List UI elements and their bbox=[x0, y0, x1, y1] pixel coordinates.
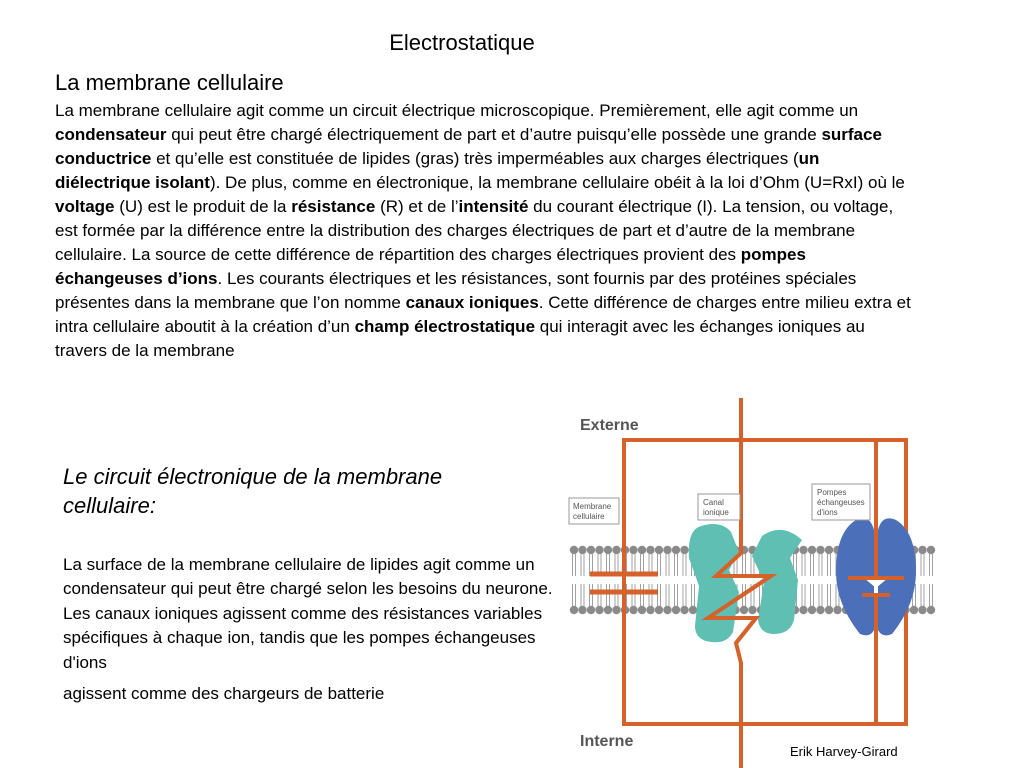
lipid-head bbox=[672, 606, 680, 614]
body-term: un diélectrique isolant bbox=[55, 149, 820, 192]
lipid-head bbox=[629, 546, 637, 554]
body-text: ). De plus, comme en électronique, la membrane cellulaire obéit à la loi d’Ohm (U=RxI) où le bbox=[209, 173, 905, 192]
body-text: (U) est le produit de la bbox=[114, 197, 292, 216]
lipid-head bbox=[655, 546, 663, 554]
section-heading: La membrane cellulaire bbox=[55, 70, 284, 95]
lipid-head bbox=[646, 546, 654, 554]
lipid-head bbox=[587, 606, 595, 614]
callout-canal-line1: Canal bbox=[703, 498, 724, 507]
body-text: qui interagit avec les échanges ioniques au travers de la membrane bbox=[55, 317, 865, 360]
lipid-head bbox=[927, 606, 935, 614]
lipid-head bbox=[578, 546, 586, 554]
body-text: qui peut être chargé électriquement de part et d’autre puisqu’elle possède une grande bbox=[166, 125, 822, 144]
lipid-head bbox=[808, 606, 816, 614]
callout-membrane bbox=[569, 498, 619, 524]
lipid-head bbox=[604, 546, 612, 554]
lipid-head bbox=[808, 546, 816, 554]
subsection-heading: Le circuit électronique de la membrane cellulaire: bbox=[63, 464, 443, 518]
lipid-head bbox=[646, 606, 654, 614]
lipid-head bbox=[570, 546, 578, 554]
subsection-text: La surface de la membrane cellulaire de lipides agit comme un condensateur qui peut être chargé selon les besoins du neurone. Les canaux ioniques agissent comme des résistances variables spécifiques à chaque ion, tandis que les pompes échangeuses d'ions bbox=[63, 555, 553, 672]
lipid-head bbox=[680, 546, 688, 554]
callout-pompes-line1: Pompes bbox=[817, 488, 847, 497]
label-interne: Interne bbox=[580, 733, 634, 750]
body-text: La membrane cellulaire agit comme un circuit électrique microscopique. Premièrement, elle agit comme un bbox=[55, 101, 859, 120]
callout-pompes-line2: échangeuses bbox=[817, 498, 865, 507]
lipid-head bbox=[638, 546, 646, 554]
lipid-head bbox=[918, 546, 926, 554]
callout-membrane-line1: Membrane bbox=[573, 502, 612, 511]
subsection-text-last: agissent comme des chargeurs de batterie bbox=[63, 684, 385, 704]
lipid-head bbox=[748, 606, 756, 614]
subsection-paragraph bbox=[63, 553, 553, 706]
callout-membrane-line2: cellulaire bbox=[573, 512, 605, 521]
body-text: . Cette différence de charges entre milieu extra et intra cellulaire aboutit à la création d’un bbox=[55, 293, 911, 336]
ion-channel bbox=[689, 524, 802, 642]
body-term: condensateur bbox=[55, 125, 167, 144]
body-term: champ électrostatique bbox=[354, 317, 536, 336]
body-text: . Les courants électriques et les résistances, sont fournis par des protéines spéciales présentes dans la membrane que l’on nomme bbox=[55, 269, 857, 312]
body-text: (R) et de l’ bbox=[375, 197, 459, 216]
lipid-head bbox=[663, 606, 671, 614]
lipid-head bbox=[918, 606, 926, 614]
lipid-head bbox=[595, 546, 603, 554]
lipid-head bbox=[816, 606, 824, 614]
lipid-head bbox=[604, 606, 612, 614]
lipid-head bbox=[910, 606, 918, 614]
lipid-head bbox=[689, 606, 697, 614]
lipid-head bbox=[587, 546, 595, 554]
lipid-head bbox=[655, 606, 663, 614]
lipid-head bbox=[680, 606, 688, 614]
lipid-head bbox=[570, 606, 578, 614]
membrane-circuit-diagram bbox=[566, 398, 944, 768]
author-credit: Erik Harvey-Girard bbox=[790, 744, 898, 759]
body-paragraph bbox=[55, 99, 913, 363]
callout-canal bbox=[698, 494, 740, 520]
body-term: voltage bbox=[55, 197, 115, 216]
lipid-head bbox=[833, 606, 841, 614]
body-term: canaux ioniques bbox=[405, 293, 539, 312]
lipid-head bbox=[663, 546, 671, 554]
lipid-head bbox=[595, 606, 603, 614]
body-text: du courant électrique (I). La tension, ou voltage, est formée par la différence entre la distribution des charges électriques de part et d’autre de la membrane cellulaire. La source de cette différence de répartition des charges électriques provient des bbox=[55, 197, 894, 264]
lipid-head bbox=[612, 606, 620, 614]
body-term: résistance bbox=[291, 197, 376, 216]
lipid-head bbox=[927, 546, 935, 554]
body-term: pompes échangeuses d’ions bbox=[55, 245, 806, 288]
lipid-head bbox=[799, 606, 807, 614]
lipid-head bbox=[825, 546, 833, 554]
lipid-head bbox=[638, 606, 646, 614]
lipid-head bbox=[629, 606, 637, 614]
lipid-head bbox=[672, 546, 680, 554]
label-externe: Externe bbox=[580, 417, 639, 434]
lipid-head bbox=[740, 606, 748, 614]
callout-pompes bbox=[812, 484, 870, 520]
body-term: surface conductrice bbox=[55, 125, 882, 168]
lipid-head bbox=[816, 546, 824, 554]
lipid-head bbox=[578, 606, 586, 614]
body-text: et qu’elle est constituée de lipides (gras) très imperméables aux charges électriques ( bbox=[151, 149, 799, 168]
lipid-head bbox=[825, 606, 833, 614]
callout-pompes-line3: d'ions bbox=[817, 508, 838, 517]
callout-canal-line2: ionique bbox=[703, 508, 729, 517]
body-term: intensité bbox=[458, 197, 529, 216]
lipid-head bbox=[799, 546, 807, 554]
lipid-head bbox=[612, 546, 620, 554]
page-title: Electrostatique bbox=[389, 30, 535, 55]
